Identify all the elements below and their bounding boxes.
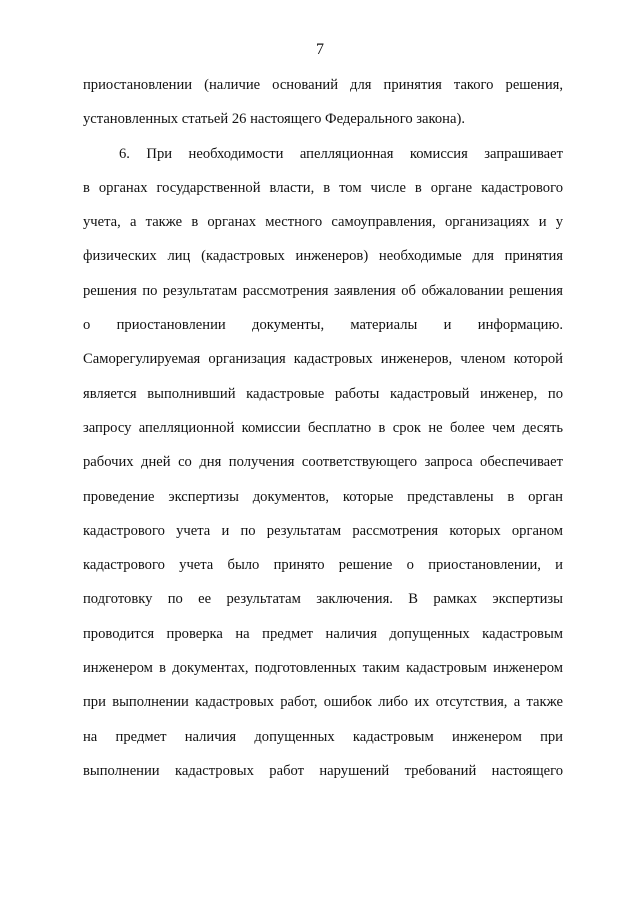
text-line: на предмет наличия допущенных кадастровым инженером при (83, 728, 563, 745)
text-line: решения по результатам рассмотрения заявления об обжаловании решения (83, 282, 563, 299)
text-line: при выполнении кадастровых работ, ошибок либо их отсутствия, а также (83, 694, 563, 711)
text-line: проведение экспертизы документов, которые представлены в орган (83, 488, 563, 505)
text-line: физических лиц (кадастровых инженеров) необходимые для принятия (83, 248, 563, 265)
page-number: 7 (316, 41, 324, 58)
text-line: Саморегулируемая организация кадастровых инженеров, членом которой (83, 351, 563, 368)
text-line: в органах государственной власти, в том числе в органе кадастрового (83, 179, 563, 196)
text-line: установленных статьей 26 настоящего Федерального закона). (83, 111, 465, 128)
text-line: является выполнивший кадастровые работы кадастровый инженер, по (83, 385, 563, 402)
text-line: приостановлении (наличие оснований для принятия такого решения, (83, 77, 563, 93)
text-line: кадастрового учета и по результатам рассмотрения которых органом (83, 522, 563, 539)
text-line: рабочих дней со дня получения соответствующего запроса обеспечивает (83, 454, 563, 471)
text-line: о приостановлении документы, материалы и информацию. (83, 317, 563, 334)
text-line: выполнении кадастровых работ нарушений требований настоящего (83, 762, 563, 779)
text-line: проводится проверка на предмет наличия допущенных кадастровым (83, 625, 563, 642)
text-line: кадастрового учета было принято решение о приостановлении, и (83, 557, 563, 574)
text-line: подготовку по ее результатам заключения. В рамках экспертизы (83, 591, 563, 608)
text-line: запросу апелляционной комиссии бесплатно в срок не более чем десять (83, 419, 563, 436)
document-body (83, 75, 563, 795)
text-line: учета, а также в органах местного самоуправления, организациях и у (83, 214, 563, 231)
text-line: инженером в документах, подготовленных таким кадастровым инженером (83, 660, 563, 677)
paragraph-start-line: 6. При необходимости апелляционная комиссия запрашивает (119, 145, 563, 162)
